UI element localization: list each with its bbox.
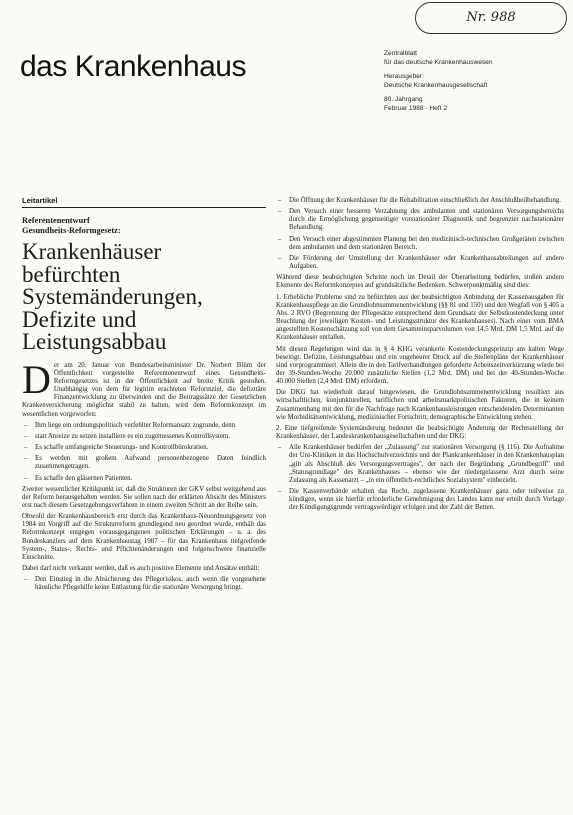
headline-line: Krankenhäuser [22, 239, 162, 265]
article-subhead [22, 216, 266, 235]
numbered-point: 1. Erhebliche Probleme sind zu befürchten aus der beabsichtigten Anbindung der Kassenausgaben für Krankenhauspflege an die Grundlohnsummenentwicklung (§§ 81 und 150) und den Wegfall von § 405 a Abs. 2 RVO (Begrenzung der Pflegesätze entsprechend dem Grundsatz der Selbstkostendeckung unter Beachtung der jeweiligen Kosten- und Leistungsstruktur des Krankenhauses). Nach einer vom BMA angestellten Kostenschätzung soll von dem Gesamteinsparvolumen von 14,5 Mrd. DM 1,5 Mrd. auf die Krankenhäuser entfallen. [276, 293, 564, 342]
subhead-line: Referentenentwurf [22, 216, 90, 226]
article-left-column [22, 197, 266, 596]
lead-paragraph [22, 356, 266, 419]
meta-line: Februar 1988 · Heft 2 [384, 105, 448, 112]
meta-line: für das deutsche Krankenhauswesen [384, 59, 493, 66]
meta-line: Deutsche Krankenhausgesellschaft [384, 82, 488, 89]
headline-line: Defizite und [22, 306, 137, 332]
body-paragraph: Dabei darf nicht verkannt werden, daß es auch positive Elemente und Ansätze enthält: [22, 565, 260, 573]
headline-line: Systemänderungen, [22, 284, 203, 310]
headline-line: Leistungsabbau [22, 329, 167, 355]
list-item: – Die Kassenverbände erhalten das Recht, zugelassene Krankenhäuser ganz oder teilweise zu kündigen, wenn sie hierfür erforderliche Genehmigung des Landes kann nur erteilt durch Vorlage der Kündigungsgrunde vertragswürdiger erfolgen und der Zahl der Betten. [276, 488, 564, 512]
list-item: – Ihm liege ein ordnungspolitisch verfehlter Reformansatz zugrunde, denn [22, 422, 266, 430]
meta-line: Zentralblatt [384, 50, 417, 57]
list-item: – Es werden mit großem Aufwand personenbezogene Daten feindlich zusammengetragen. [22, 455, 266, 471]
body-paragraph: Obwohl der Krankenhausbereich erst durch das Krankenhaus-Neuordnungsgesetz von 1984 im Vorgriff auf die Strukturreform grundlegend neu geordnet wurde, enthält das Reformkonzept entgegen vorausgegangenen politischen Erklärungen – u. a. des Bundeskanzlers auf dem Krankenhaustag 1987 – für das Krankenhaus tiefgreifende System-, Status-, Rechts- und Pflichtenänderungen und folgenschwere finanzielle Einschnitte. [22, 513, 266, 561]
body-paragraph: Mit diesen Regelungen wird das in § 4 KHG verankerte Kostendeckungsprinzip am kalten Wege beseitigt. Defizite, Leistungsabbau und ein ungeheurer Druck auf die Stellenpläne der Krankenhäuser sind vorprogrammiert. Allein die in den Tarifverhandlungen geforderte Arbeitszeitverkürzung würde bei der 39-Stunden-Woche 20.000 zusätzliche Stellen (1,2 Mrd. DM) und bei der 40-Stunden-Woche 40.000 Stellen (2,4 Mrd. DM) erfordern. [276, 345, 564, 386]
lead-text: er am 20. Januar von Bundesarbeitsminister Dr. Norbert Blüm der Öffentlichkeit vorgestellte Referentenentwurf eines Gesundheits-Reformgesetzes ist in der Öffentlichkeit auf breite Kritik gestoßen. Unabhängig von dem für legitim erachteten Reformziel, die defizitäre Finanzentwicklung zu überwinden und die Beitragssätze der Gesetzlichen Krankenversicherung möglichst stabil zu halten, wird dem Reformkonzept im wesentlichen vorgeworfen: [22, 361, 266, 418]
numbered-point: 2. Eine tiefgreifende Systemänderung bedeutet die beabsichtigte Änderung der Rechtsstellung der Krankenhäuser, der Landeskrankenhausgesellschaften und der DKG: [276, 424, 564, 441]
list-item: – Es schaffe umfangreiche Steuerungs- und Kontrollbürokratien. [22, 444, 266, 452]
headline-line: befürchten [22, 261, 121, 287]
journal-meta [384, 49, 564, 113]
list-item: – Den Versuch einer besseren Verzahnung des ambulanten und stationären Versorgungsbereichs durch die Ermöglichung gegenseitiger vorstationärer Diagnostik und begrenzter nachstationärer Behandlung. [276, 208, 564, 232]
list-item: – Die Öffnung der Krankenhäuser für die Rehabilitation einschließlich der Anschlußheilbehandlung. [276, 197, 564, 205]
body-paragraph: Während diese beabsichtigten Schritte noch im Detail der Überarbeitung bedürfen, stoßen andere Elemente des Reformkonzeptes auf grundsätzliche Bedenken. Schwerpunktmäßig sind dies: [276, 274, 564, 290]
drop-cap: D [22, 356, 51, 402]
journal-title: das Krankenhaus [20, 50, 246, 83]
status-changes-list [276, 444, 564, 512]
subhead-line: Gesundheits-Reformgesetz: [22, 225, 121, 235]
meta-line: 80. Jahrgang [384, 96, 423, 103]
handwritten-archive-number: Nr. 988 [415, 2, 567, 34]
criticism-list [22, 422, 266, 483]
list-item: – Den Versuch einer abgestimmten Planung bei den medizinisch-technischen Großgeräten zwischen dem ambulanten und dem stationären Bereich. [276, 236, 564, 252]
meta-line: Herausgeber: [384, 73, 424, 80]
article-headline [22, 241, 266, 354]
list-item: – Alle Krankenhäuser bedürfen der „Zulassung" zur stationären Versorgung (§ 116). Die Aufnahme der Uni-Kliniken in das Hochschulverzeichnis und der Plankrankenhäuser in den Krankenhausplan „gilt als Abschluß des Versorgungsvertrages", der nach der Begründung „Grundbegriff" und „Statusgrundlage" des Krankenhauses – ebenso wie der niedergelassene Arzt durch seine Zulassung als Kassenarzt – „in ein öffentlich-rechtliches Sozialsystem" einbezieht. [276, 444, 564, 485]
section-kicker: Leitartikel [22, 197, 266, 208]
list-item: – Es schaffe den gläsernen Patienten. [22, 475, 266, 483]
body-paragraph: Zweiter wesentlicher Kritikpunkt ist, daß die Strukturen der GKV selbst weitgehend aus der Reform herausgehalten werden. Sie sollen nach der erklärten Absicht des Ministers erst nach diesem Gesetzgebungsverfahren in einem zweiten Schritt an der Reihe sein. [22, 485, 266, 509]
list-item: – Den Einstieg in die Absicherung des Pflegerisikos, auch wenn die vorgesehene häusliche Pflegehilfe keine Entlastung für die stationäre Versorgung bringt. [22, 576, 266, 592]
list-item: – statt Anreize zu setzen installiere es ein zugemessenes Kontrollsystem. [22, 433, 266, 441]
body-paragraph: Die DKG hat wiederholt darauf hingewiesen, die Grundlohnsummenentwicklung resultiert aus wirtschaftlichen, konjunkturellen, tariflichen und arbeitsmarktpolitischen Faktoren, die in keinem Zusammenhang mit den für die Nachfrage nach Krankenhausleistungen entscheidenden Determinanten wie Morbiditätsentwicklung, medizinischer Fortschritt, demographische Entwicklung stehen. [276, 389, 564, 421]
article-right-column [276, 197, 564, 515]
positive-elements-list [22, 576, 266, 592]
list-item: – Die Förderung der Umstellung der Krankenhäuser oder Krankenhausabteilungen auf andere Aufgaben. [276, 255, 564, 271]
positive-elements-list-continued [276, 197, 564, 271]
